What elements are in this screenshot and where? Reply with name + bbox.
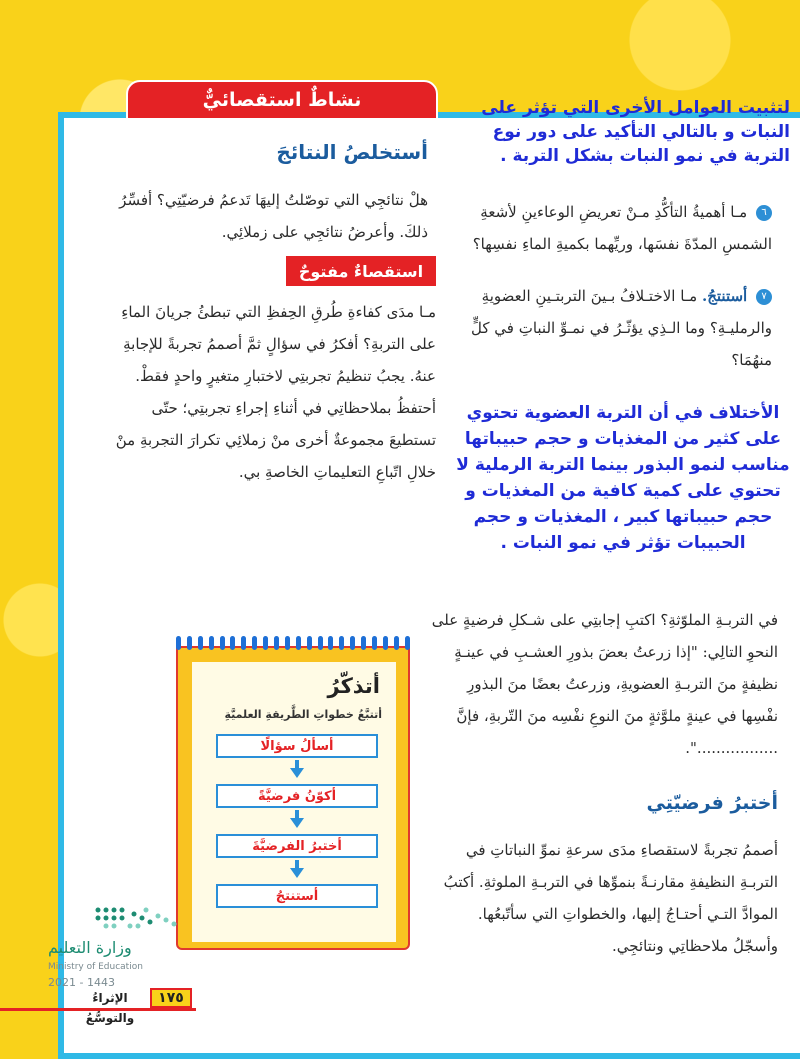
results-heading: أستخلصُ النتائجَ [276, 140, 428, 164]
step-test-hypothesis: أختبرُ الفرضيَّةَ [216, 834, 378, 858]
activity-tab: نشاطٌ استقصائيٌّ [126, 80, 438, 120]
notebook-cover [176, 646, 410, 950]
step-conclude: أستنتجُ [216, 884, 378, 908]
arrow-down-icon [290, 818, 304, 828]
question-number-7: ٧ [756, 289, 772, 305]
question-7-text: مـا الاختـلافُ بـينَ التربتـينِ العضويةِ والرمليـةِ؟ وما الـذِي يؤثّـرُ في نمـوِّ النباتِ في كلٍّ منهُمَا؟ [470, 287, 772, 369]
question-6-text: مـا أهميةُ التأكُّدِ مـنْ تعريضِ الوعاءينِ لأشعةِ الشمسِ المدّةَ نفسَها، وريِّهما بكميةِ الماءِ نفسِها؟ [472, 203, 772, 253]
question-6 [448, 196, 772, 260]
edition-year: 2021 - 1443 [48, 976, 115, 989]
open-inquiry-text: مـا مدَى كفاءةِ طُرقِ الحِفظِ التي تبطئُ جريانَ الماءِ على التربةِ؟ أفكرُ في سؤالٍ ثمَّ أصممُ تجربةً للإجابةِ عنهُ. يجبُ تنظيمُ تجربتِي لاختبارِ متغيرٍ واحدٍ فقطْ. أحتفظُ بملاحظاتِي في أثناءِ إجراءِ تجربتِي؛ حتّى تستطيعَ مجموعةٌ أخرى منْ زملائِي تكرارَ التجربةِ منْ خلالِ اتّباعِ التعليماتِ الخاصةِ بي. [115, 303, 436, 481]
question-7 [434, 280, 772, 376]
handwritten-answer-header: لتثبيت العوامل الأخرى التي تؤثر على النبات و بالتالي التأكيد على دور نوع التربة في نمو النبات بشكل التربة . [481, 98, 790, 166]
frame-bottom [58, 1053, 800, 1059]
notebook-spiral [176, 636, 410, 650]
arrow-down-icon [290, 768, 304, 778]
frame-left [58, 112, 64, 1059]
test-hypothesis-text: أصممُ تجربةً لاستقصاءِ مدَى سرعةِ نموِّ النباتاتِ في التربـةِ النظيفةِ مقارنـةً بنموِّها في التربـةِ الملوثةِ. أكتبُ الموادَّ التـي أحتـاجُ إليها، والخطواتِ التي سأتّبعُها. وأسجّلُ ملاحظاتِي ونتائجِي. [443, 841, 778, 955]
footer-section-label: الإثراءُ والتوسُّعُ [85, 991, 135, 1025]
question-number-6: ٦ [756, 205, 772, 221]
test-hypothesis-heading: أختبرُ فرضيّتِي [646, 792, 778, 814]
arrow-down-icon [295, 810, 299, 818]
arrow-down-icon [290, 868, 304, 878]
arrow-down-icon [295, 760, 299, 768]
handwritten-answer-body: الأختلاف في أن التربة العضوية تحتوي على كثير من المغذيات و حجم حبيباتها مناسب لنمو البذور بينما التربة الرملية لا تحتوي على كمية كافية من المغذيات و حجم حبيباتها كبير ، المغذيات و حجم الحبيبات تؤثر في نمو النبات . [456, 403, 790, 553]
footer-line [0, 1008, 196, 1011]
remember-notebook [176, 636, 410, 950]
hypothesis-text: في التربـةِ الملوّثةِ؟ اكتبِ إجابتِي على شـكلِ فرضيةٍ على النحوِ التالِي: "إذا زرعتُ بعضَ بذورِ العشـبِ في عينـةٍ نظيفةٍ منَ التربـةِ العضويةِ، وزرعتُ بعضًا منَ البذورِ نفْسِها في عينةٍ ملوَّثةٍ منَ النوعِ نفْسِه منَ التّربةِ، فإنَّ .................". [431, 611, 778, 757]
page-number: ١٧٥ [150, 988, 192, 1008]
ministry-name-en: Ministry of Education [48, 962, 143, 972]
ministry-name-ar: وزارة التعليم [48, 938, 132, 957]
notebook-subtitle: أتتبَّعُ خطواتِ الطَّريقةِ العلميَّةِ [224, 708, 382, 721]
notebook-title: أتذكّرُ [327, 674, 380, 698]
question-7-label: أستنتجُ. [701, 287, 748, 305]
step-ask-question: أسألُ سؤالًا [216, 734, 378, 758]
notebook-paper [192, 662, 396, 942]
step-form-hypothesis: أكوّنُ فرضيَّةً [216, 784, 378, 808]
arrow-down-icon [295, 860, 299, 868]
ministry-logo-icon [90, 902, 180, 934]
results-text: هلْ نتائجِي التي توصّلتُ إليهَا تَدعمُ فرضيّتِي؟ أفسِّرُ ذلكَ. وأعرضُ نتائجِي على زملائِي. [119, 191, 428, 241]
open-inquiry-label: استقصاءٌ مفتوحٌ [286, 256, 436, 286]
